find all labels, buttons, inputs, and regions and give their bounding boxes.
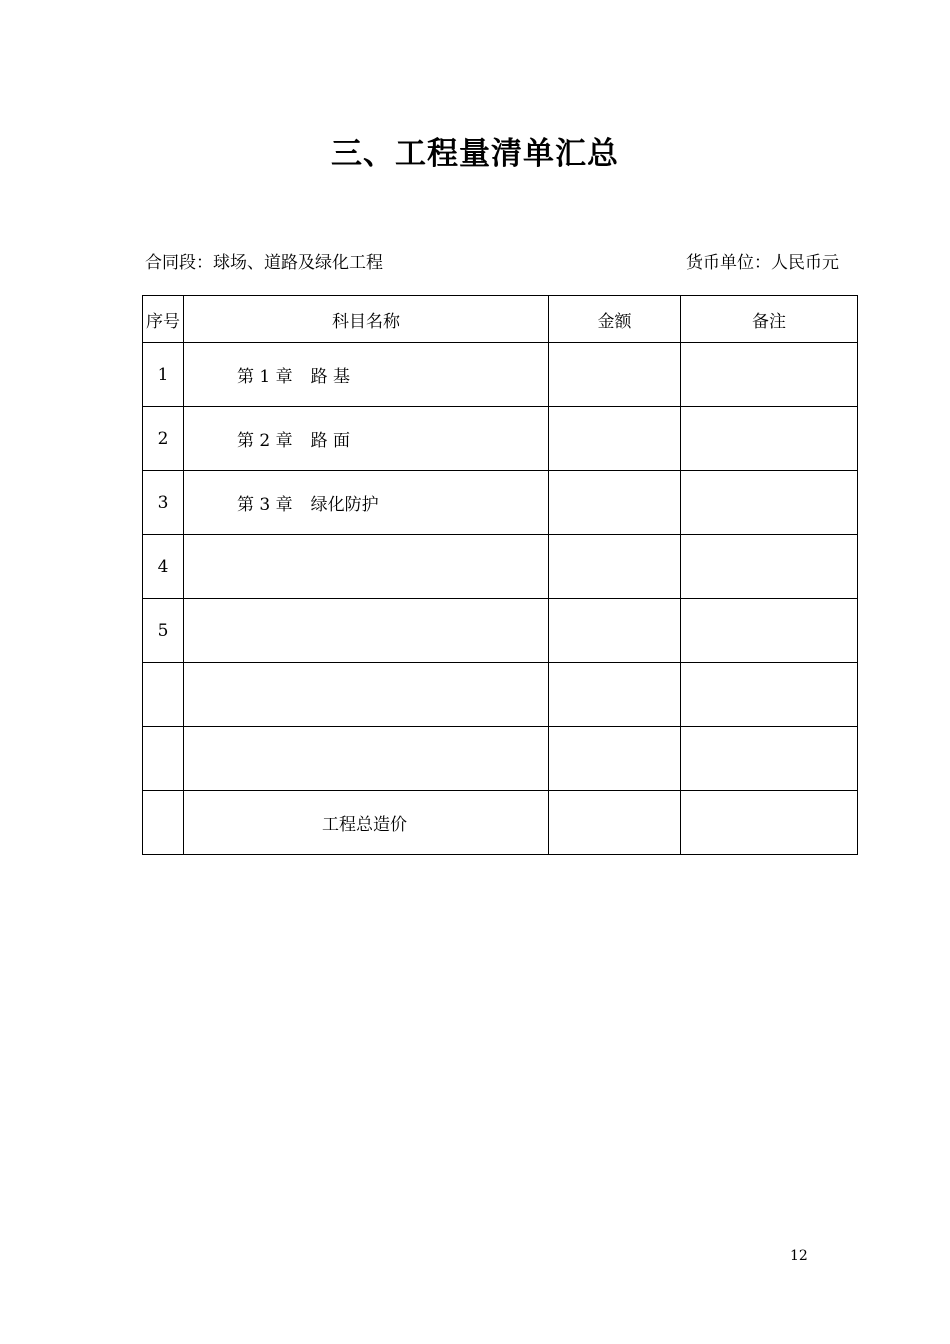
row-remarks xyxy=(681,663,858,727)
total-amount xyxy=(549,791,681,855)
row-name-cell xyxy=(184,535,549,599)
total-label: 工程总造价 xyxy=(184,791,549,855)
row-amount xyxy=(549,599,681,663)
row-amount xyxy=(549,727,681,791)
row-name: 绿化防护 xyxy=(310,495,379,515)
currency-unit: 货币单位：人民币元 xyxy=(686,253,839,273)
table-header-row xyxy=(143,296,858,343)
row-amount xyxy=(549,471,681,535)
row-remarks xyxy=(681,343,858,407)
page-title: 三、工程量清单汇总 xyxy=(331,136,619,172)
row-remarks xyxy=(681,471,858,535)
row-no: 3 xyxy=(143,471,184,535)
table-row xyxy=(143,599,858,663)
table-row xyxy=(143,663,858,727)
row-name-cell xyxy=(184,599,549,663)
row-chapter: 第 3 章 xyxy=(237,495,293,515)
row-chapter: 第 1 章 xyxy=(237,367,293,387)
table-row xyxy=(143,535,858,599)
row-amount xyxy=(549,535,681,599)
header-remarks: 备注 xyxy=(681,296,858,343)
row-name: 路 面 xyxy=(310,431,351,451)
header-name: 科目名称 xyxy=(184,296,549,343)
row-no: 5 xyxy=(143,599,184,663)
total-no xyxy=(143,791,184,855)
row-chapter: 第 2 章 xyxy=(237,431,293,451)
row-remarks xyxy=(681,407,858,471)
row-name: 路 基 xyxy=(310,367,351,387)
row-name-cell xyxy=(184,407,549,471)
page-number: 12 xyxy=(790,1248,808,1264)
row-amount xyxy=(549,407,681,471)
row-name-cell xyxy=(184,471,549,535)
row-amount xyxy=(549,343,681,407)
bill-of-quantities-table xyxy=(142,295,858,855)
row-no xyxy=(143,663,184,727)
total-row xyxy=(143,791,858,855)
table-row xyxy=(143,407,858,471)
row-no: 4 xyxy=(143,535,184,599)
table-row xyxy=(143,343,858,407)
row-amount xyxy=(549,663,681,727)
contract-section: 合同段：球场、道路及绿化工程 xyxy=(145,253,383,273)
row-name-cell xyxy=(184,663,549,727)
row-no: 1 xyxy=(143,343,184,407)
table-row xyxy=(143,727,858,791)
table-row xyxy=(143,471,858,535)
row-name-cell xyxy=(184,343,549,407)
row-remarks xyxy=(681,599,858,663)
row-no xyxy=(143,727,184,791)
header-no: 序号 xyxy=(143,296,184,343)
row-name-cell xyxy=(184,727,549,791)
row-remarks xyxy=(681,535,858,599)
row-no: 2 xyxy=(143,407,184,471)
total-remarks xyxy=(681,791,858,855)
row-remarks xyxy=(681,727,858,791)
header-amount: 金额 xyxy=(549,296,681,343)
